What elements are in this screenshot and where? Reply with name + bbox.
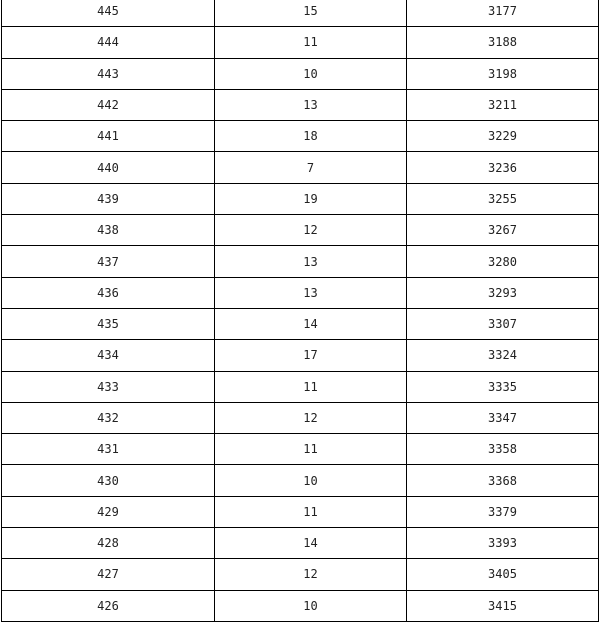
score-cell: 432 — [2, 402, 215, 433]
table-row — [2, 402, 599, 433]
cumulative-cell: 3307 — [407, 308, 599, 339]
table-row — [2, 371, 599, 402]
score-cell: 428 — [2, 528, 215, 559]
count-cell: 17 — [215, 340, 407, 371]
count-cell: 14 — [215, 528, 407, 559]
table-row — [2, 528, 599, 559]
table-row — [2, 277, 599, 308]
score-cell: 445 — [2, 0, 215, 27]
score-cell: 434 — [2, 340, 215, 371]
table-row — [2, 27, 599, 58]
score-cell: 429 — [2, 496, 215, 527]
cumulative-cell: 3188 — [407, 27, 599, 58]
cumulative-cell: 3368 — [407, 465, 599, 496]
cumulative-cell: 3229 — [407, 121, 599, 152]
cumulative-cell: 3255 — [407, 183, 599, 214]
score-distribution-table — [1, 0, 599, 622]
score-cell: 430 — [2, 465, 215, 496]
count-cell: 12 — [215, 559, 407, 590]
table-row — [2, 183, 599, 214]
score-cell: 438 — [2, 215, 215, 246]
cumulative-cell: 3236 — [407, 152, 599, 183]
cumulative-cell: 3177 — [407, 0, 599, 27]
score-cell: 437 — [2, 246, 215, 277]
cumulative-cell: 3280 — [407, 246, 599, 277]
count-cell: 18 — [215, 121, 407, 152]
count-cell: 13 — [215, 246, 407, 277]
table-row — [2, 308, 599, 339]
cumulative-cell: 3198 — [407, 58, 599, 89]
cumulative-cell: 3324 — [407, 340, 599, 371]
cumulative-cell: 3293 — [407, 277, 599, 308]
table-row — [2, 559, 599, 590]
count-cell: 14 — [215, 308, 407, 339]
table-row — [2, 434, 599, 465]
count-cell: 15 — [215, 0, 407, 27]
cumulative-cell: 3347 — [407, 402, 599, 433]
count-cell: 7 — [215, 152, 407, 183]
count-cell: 13 — [215, 89, 407, 120]
score-cell: 439 — [2, 183, 215, 214]
cumulative-cell: 3379 — [407, 496, 599, 527]
score-cell: 427 — [2, 559, 215, 590]
score-cell: 440 — [2, 152, 215, 183]
table-row — [2, 215, 599, 246]
cumulative-cell: 3211 — [407, 89, 599, 120]
cumulative-cell: 3415 — [407, 590, 599, 621]
score-cell: 444 — [2, 27, 215, 58]
table-row — [2, 496, 599, 527]
count-cell: 12 — [215, 402, 407, 433]
count-cell: 10 — [215, 58, 407, 89]
table-row — [2, 58, 599, 89]
score-cell: 436 — [2, 277, 215, 308]
table-row — [2, 465, 599, 496]
table-row — [2, 340, 599, 371]
table-row — [2, 89, 599, 120]
count-cell: 13 — [215, 277, 407, 308]
score-cell: 442 — [2, 89, 215, 120]
count-cell: 11 — [215, 371, 407, 402]
count-cell: 19 — [215, 183, 407, 214]
table-row — [2, 152, 599, 183]
score-cell: 431 — [2, 434, 215, 465]
table-row — [2, 121, 599, 152]
score-cell: 435 — [2, 308, 215, 339]
score-cell: 441 — [2, 121, 215, 152]
score-cell: 426 — [2, 590, 215, 621]
count-cell: 10 — [215, 465, 407, 496]
score-cell: 443 — [2, 58, 215, 89]
count-cell: 12 — [215, 215, 407, 246]
count-cell: 11 — [215, 27, 407, 58]
table-body — [2, 0, 599, 621]
table-row — [2, 246, 599, 277]
count-cell: 11 — [215, 434, 407, 465]
cumulative-cell: 3267 — [407, 215, 599, 246]
cumulative-cell: 3405 — [407, 559, 599, 590]
count-cell: 11 — [215, 496, 407, 527]
table-row — [2, 590, 599, 621]
score-cell: 433 — [2, 371, 215, 402]
table-row — [2, 0, 599, 27]
cumulative-cell: 3358 — [407, 434, 599, 465]
cumulative-cell: 3393 — [407, 528, 599, 559]
count-cell: 10 — [215, 590, 407, 621]
cumulative-cell: 3335 — [407, 371, 599, 402]
